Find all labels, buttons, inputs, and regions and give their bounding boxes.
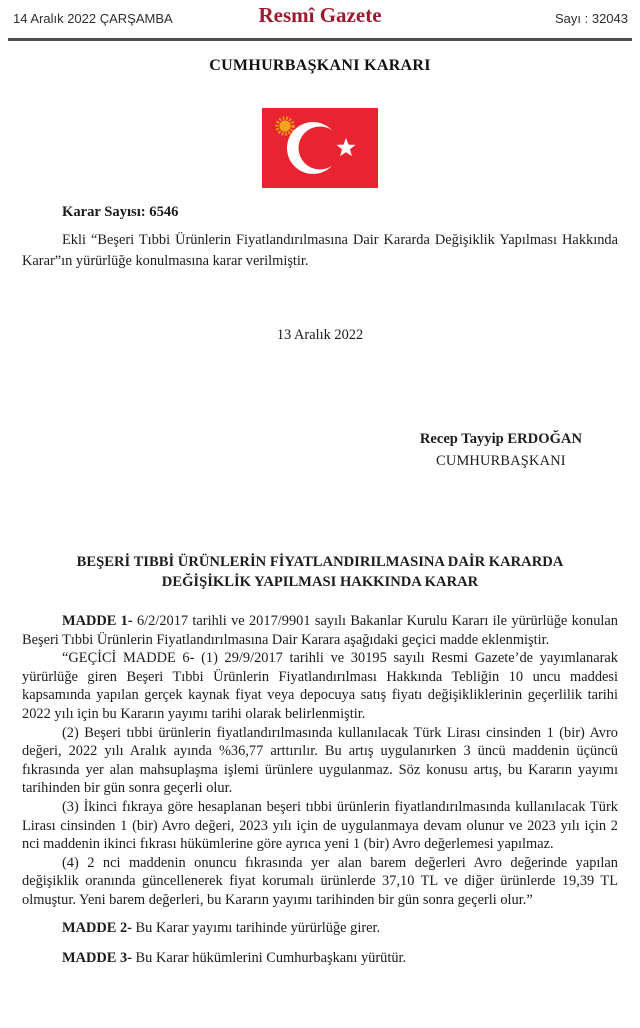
decree-type-heading: CUMHURBAŞKANI KARARI [209, 57, 431, 74]
article-paragraph-fikra2 [22, 724, 618, 798]
masthead-title: Resmî Gazete [258, 3, 382, 27]
article-text: Bu Karar hükümlerini Cumhurbaşkanı yürütür. [135, 950, 407, 967]
turkish-flag [262, 108, 378, 188]
article-text: (4) 2 nci maddenin onuncu fıkrasında yer alan barem değerleri Avro değerinde yapılan değişiklik oranında güncellenerek fiyat korumalı ürünlerde 37,10 TL ve diğer ürünlerde 19,39 TL olmuştur. Yeni barem değerleri, bu Kararın yayımı tarihinden bir gün sonra geçerli olur.” [22, 854, 618, 908]
article-text: (3) İkinci fıkraya göre hesaplanan beşeri tıbbi ürünlerin fiyatlandırılmasında kullanılacak Türk Lirası cinsinden 1 (bir) Avro değeri, 2023 yılı için de uygulanmaya devam olunur ve 2023 yılı için 2 nci maddenin ikinci fıkrası hükümlerine göre ayrıca yeni 1 (bir) Avro değerlemesi yapılmaz. [22, 798, 618, 853]
article-label: MADDE 1- [62, 613, 137, 629]
article-paragraph-madde2 [22, 919, 618, 938]
decree-title-line1: BEŞERİ TIBBİ ÜRÜNLERİN FİYATLANDIRILMASINA DAİR KARARDA [76, 554, 564, 570]
decision-date: 13 Aralık 2022 [276, 327, 364, 343]
issue-number: Sayı : 32043 [555, 11, 628, 26]
article-label: MADDE 3- [62, 950, 136, 967]
article-paragraph-fikra3 [22, 798, 618, 854]
article-paragraph-madde1 [22, 612, 618, 649]
article-label: MADDE 2- [62, 919, 136, 936]
header-divider [8, 38, 632, 41]
signer-name: Recep Tayyip ERDOĞAN [419, 431, 582, 447]
article-paragraph-gecici-madde6 [22, 649, 618, 723]
decree-title-line2: DEĞİŞİKLİK YAPILMASI HAKKINDA KARAR [161, 574, 479, 590]
signer-title: CUMHURBAŞKANI [436, 453, 566, 469]
decree-title [0, 552, 640, 592]
article-text: Bu Karar yayımı tarihinde yürürlüğe girer. [135, 919, 381, 936]
article-text: 6/2/2017 tarihli ve 2017/9901 sayılı Bakanlar Kurulu Kararı ile yürürlüğe konulan Beşeri Tıbbi Ürünlerin Fiyatlandırılmasına Dair Karara aşağıdaki geçici madde eklenmiştir. [22, 613, 618, 648]
gazette-date: 14 Aralık 2022 ÇARŞAMBA [13, 11, 173, 26]
signature-block [420, 428, 582, 472]
gazette-header [0, 0, 640, 34]
article-text: “GEÇİCİ MADDE 6- (1) 29/9/2017 tarihli ve 30195 sayılı Resmi Gazete’de yayımlanarak yürürlüğe giren Beşeri Tıbbi Ürünlerin Fiyatlandırılması Hakkında Tebliğin 10 uncu maddesi kapsamında yapılan gerçek kaynak fiyat veya depocuya satış fiyatı değişikliklerinin geçerlilik tarihi 2022 yılı için bu Kararın yayımı tarihi olarak belirlenmiştir. [22, 650, 618, 722]
decision-number: Karar Sayısı: 6546 [62, 204, 179, 220]
article-paragraph-madde3 [22, 949, 618, 968]
decision-intro-paragraph: Ekli “Beşeri Tıbbi Ürünlerin Fiyatlandırılmasına Dair Kararda Değişiklik Yapılması Hakkında Karar”ın yürürlüğe konulmasına karar verilmiştir. [22, 232, 618, 269]
article-paragraph-fikra4 [22, 854, 618, 910]
article-text: (2) Beşeri tıbbi ürünlerin fiyatlandırılmasında kullanılacak Türk Lirası cinsinden 1 (bir) Avro değeri, 2022 yılı Aralık ayında %36,77 arttırılır. Bu artış uygulanırken 3 üncü maddenin üçüncü fıkrasında yer alan mahsuplaşma işlemi ürünlere uygulanmaz. Söz konusu artış, bu Kararın yayımı tarihinden bir gün sonra geçerli olur. [22, 724, 618, 797]
